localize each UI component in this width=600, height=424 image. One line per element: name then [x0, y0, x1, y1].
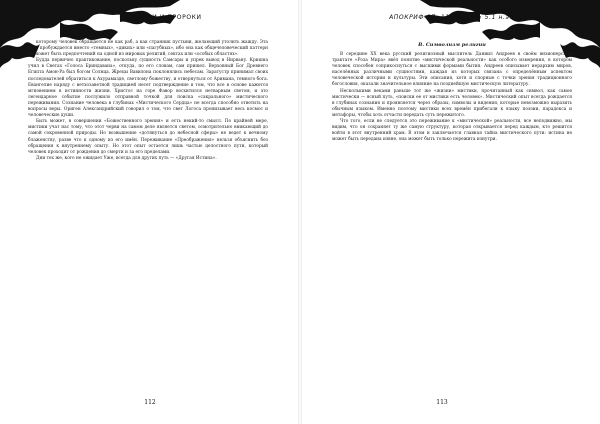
left-paragraph-2: Будда первично практикование, поскольку сущность Самсары и упрек вывод в Нирвану. Кришна учил в Светах «Голоса Бриндавана», откуда, по его словам, сам пришел. Верховный Бог Древнего Египта Амон-Ра был богом Солнца. Жрецы Вавилона поклонялись небесам. Заратустр принимал своих последователей обратиться к Ахурамазде, светлому божеству, и отвернуться от Аримана, темного бога. Евангелие наряду с ветхозаветной традицией несет подтверждение в том, что все в основе кажется мгновением в истинности жизни. Христос на горе Фавор восхитился нетварным светом, и это легендарное событие послужило отправной точкой для поиска «сакрального» мистического переживания. Сознание человека в глубинах «Мистического Сердца» не всегда способно ответить на вопросы веры. Ориген Александрийский говорил о том, что свет Логоса пронизывает весь космос и человеческие души. [28, 58, 268, 119]
right-body-text [332, 42, 572, 387]
right-page-number: 113 [436, 399, 448, 406]
left-running-head: ТРАДИЦИИ И ПРОРОКИ [118, 14, 202, 21]
left-paragraph-4: Дни тех же, кого не ожидает Уже, всегда для других путь — «Другая Истина». [36, 155, 217, 161]
right-page [300, 0, 600, 424]
right-running-head: АПОКРИФ-97: 11.2016 (№ 5.1 н.э.) [389, 14, 515, 21]
right-paragraph-3: Что того, если не следуется это переживание к «мистической» реальности, все неподвижно, мы видим, что он сохраняет ту же самую структуру, которая открывается перед каждым, кто решится войти в этот внутренний храм. В этом и заключается главная тайна мистического пути: истина не может быть передана извне, она может быть только пережита изнутри. [332, 119, 572, 143]
right-paragraph-2: Несколькими веками раньше тот же «жизни» мистики, прочитанный как символ, как самое мистически — ясный путь, «поиски ее от мистики есть человек». Мистический опыт всегда рождается в глубинах сознания и проявляется через образы, символы и видения, которые невозможно выразить обычным языком. Именно поэтому мистики всех времён прибегали к языку поэзии, парадокса и метафоры, чтобы хоть отчасти передать суть пережитого. [332, 88, 572, 118]
left-page-number: 112 [144, 399, 156, 406]
left-body-text [28, 40, 268, 395]
right-paragraph-1: В середине XX века русский религиозный мыслитель Даниил Андреев в своём визионерском трактате «Роза Мира» ввёл понятие «мистической реальности» как особого измерения, в котором человек способен соприкоснуться с высшими формами бытия. Андреев описывает иерархию миров, населённых различными сущностями, каждая из которых связана с определённым аспектом человеческой истории и культуры. Эти описания, хотя и спорные с точки зрения традиционного богословия, оказали значительное влияние на позднейшую мистическую литературу. [332, 52, 572, 88]
left-paragraph-3: Быть может, в совершении «Божественного зрения» и есть некий-то смысл. По крайней мере, мистики учат нас тому, что этот черви на самом деле является светом, осмотрительно вникающий до самой сокровенной природы. Но возвышение «дотянуться до небесной сферы» не ведет к вечному блаженству, разве что к одному из его имён. Переживание «Преображения» нельзя объяснить без обращения к внутреннему опыту. Но этот опыт остается лишь частью целостного пути, который человек проходит от рождения до смерти и за его пределами. [28, 119, 268, 155]
section-heading: В. Символизм религии [418, 42, 486, 48]
left-paragraph-1: которому человек обращается не как раб, а как странник пустыни, желающий утолить жажду. Эта вера пробуждается вместо «темных», «диких» или «пагубных», ибо она как общечеловеческий паттерн не может быть предпочтений на одной из мировых религий, сектах или «особых областях». [28, 40, 268, 58]
